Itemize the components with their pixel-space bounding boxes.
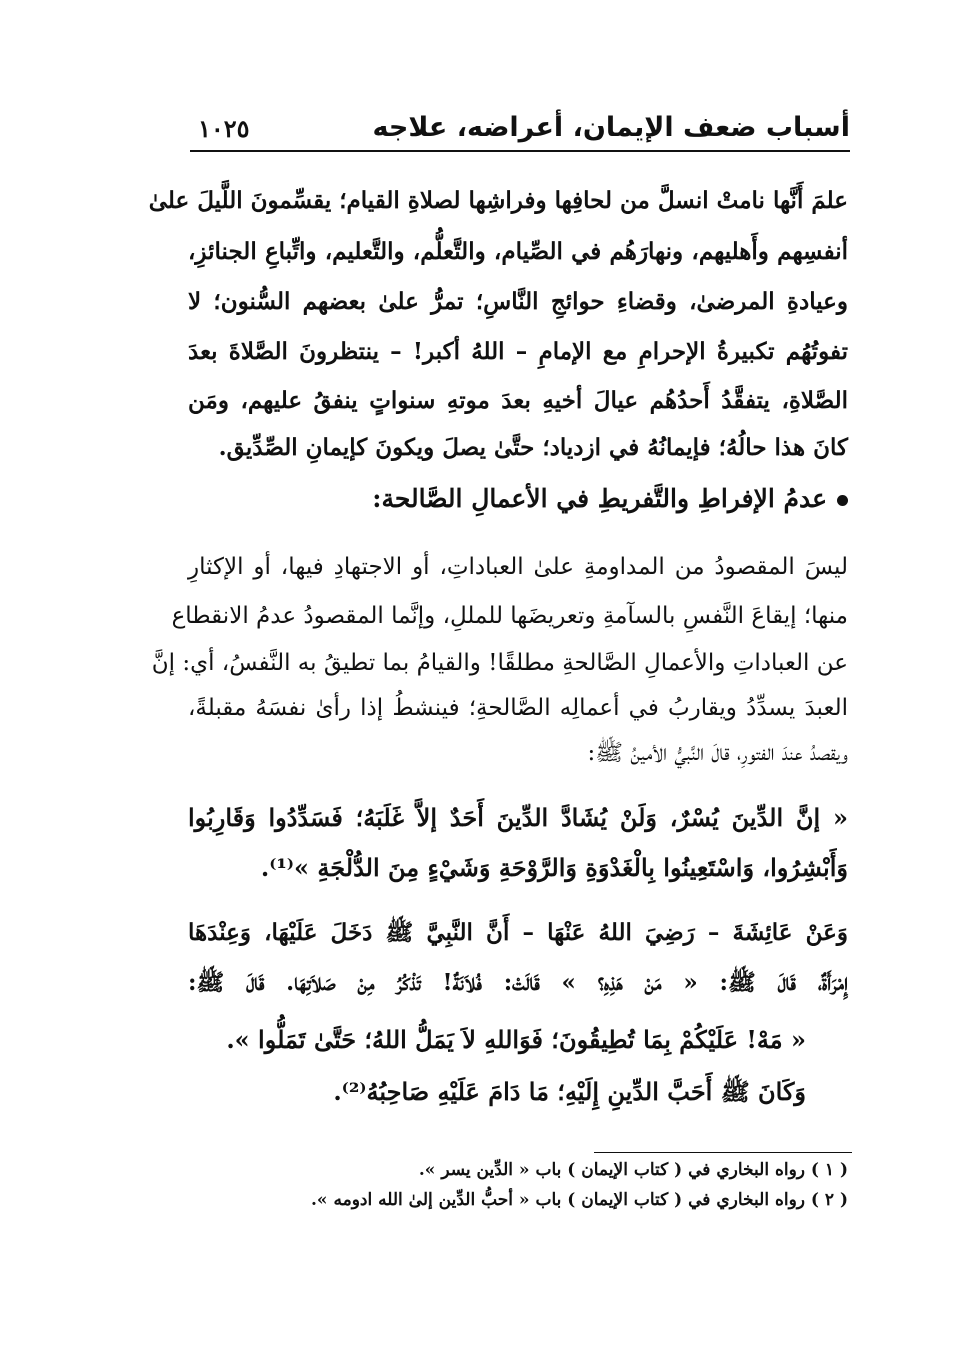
footnote: ( ٢ ) رواه البخاري في ( كتاب الإيمان ) باب « أحبُّ الدِّين إلىٰ الله ادومه ».	[311, 1190, 848, 1210]
page-number: ١٠٢٥	[198, 114, 250, 143]
running-header	[190, 110, 850, 150]
paragraph3-line: وَعَنْ عَائِشَةَ – رَضِيَ اللهُ عَنْهَا – أَنَّ النَّبِيَّ ﷺ دَخَلَ عَلَيْهَا، وَعِنْدَهَا	[188, 919, 848, 946]
paragraph2-line: عن العباداتِ والأعمالِ الصَّالحةِ مطلقًا! والقيامُ بما تطيقُ به النَّفسُ، أي: إنَّ	[151, 650, 848, 676]
paragraph2-line: ويقصدُ عندَ الفتورِ، قالَ النَّبيُّ الأمينُ ﷺ:	[587, 740, 848, 766]
section-heading	[372, 484, 848, 513]
paragraph2-line: منها؛ إيقاعَ النَّفسِ بالسآمةِ وتعريضَها للمللِ، وإنَّما المقصودُ عدمُ الانقطاع	[171, 603, 848, 629]
hadith1-line: « إنَّ الدِّينَ يُسْرٌ، وَلَنْ يُشَادَّ الدِّينَ أَحَدٌ إلاَّ غَلَبَهُ؛ فَسَدِّدُوا وَقَارِبُوا	[188, 803, 848, 832]
footnote-rule	[594, 1152, 852, 1153]
paragraph1-line: الصَّلاةِ، يتفقَّدُ أَحدُهُم عيالَ أخيهِ بعدَ موتهِ سنواتٍ ينفقُ عليهم، ومَن	[188, 387, 848, 414]
paragraph1-line: علمَ أَنَّها نامتْ انسلَّ من لحافِها وفراشِها لصلاةِ القيام؛ يقسِّمونَ اللَّيلَ علىٰ	[148, 187, 848, 214]
closing-line: وَكَانَ ﷺ أَحَبَّ الدِّينِ إِلَيْهِ؛ مَا دَامَ عَلَيْهِ صَاحِبُهُ⁽²⁾.	[333, 1077, 806, 1106]
bullet-icon	[837, 495, 848, 506]
paragraph3-line: إِمْرَأَةٌ، قَالَ ﷺ: « مَنْ هَذِهِ؟ » قَالَتْ: فُلاَنَةٌ! تَذْكُرُ مِنْ صَلاَتِهَا. قَالَ ﷺ:	[188, 969, 848, 996]
header-rule	[190, 150, 850, 152]
header-title: أسباب ضعف الإيمان، أعراضه، علاجه	[372, 112, 850, 143]
hadith2-line: « مَهْ! عَلَيْكُمْ بِمَا تُطِيقُونَ؛ فَوَاللهِ لاَ يَمَلُّ اللهُ؛ حَتَّىٰ تَمَلُّوا ».	[226, 1025, 806, 1054]
paragraph1-line: وعيادةِ المرضىٰ، وقضاءِ حوائجِ النَّاسِ؛ تمرُّ علىٰ بعضهم السُّنون؛ لا	[188, 288, 848, 315]
paragraph1-line: أنفسِهم وأَهليهم، ونهارَهُم في الصِّيام، والتَّعلُّم، والتَّعليم، واتِّباعِ الجنائزِ،	[188, 238, 848, 265]
paragraph1-line: تفوتُهُم تكبيرةُ الإحرامِ مع الإمامِ – اللهُ أكبر! – ينتظرونَ الصَّلاةَ بعدَ	[188, 338, 848, 365]
hadith1-line: وَأَبْشِرُوا، وَاسْتَعِينُوا بِالْغَدْوَةِ وَالرَّوْحَةِ وَشَيْءٍ مِنَ الدُّلْجَةِ »⁽¹⁾.	[260, 853, 848, 882]
footnote: ( ١ ) رواه البخاري في ( كتاب الإيمان ) باب « الدِّين يسر ».	[418, 1160, 848, 1180]
section-heading-text: عدمُ الإفراطِ والتَّفريطِ في الأعمالِ الصَّالحة:	[372, 484, 827, 513]
paragraph1-line: كانَ هذا حالُهُ؛ فإيمانُهُ في ازدياد؛ حتَّىٰ يصلَ ويكونَ كإيمانِ الصِّدِّيق.	[218, 434, 848, 461]
paragraph2-line: العبدَ يسدِّدُ ويقاربُ في أعمالِه الصَّالحةِ؛ فينشطُ إذا رأىٰ نفسَهُ مقبلةً،	[188, 695, 848, 721]
paragraph2-line: ليسَ المقصودُ من المداومةِ علىٰ العباداتِ، أو الاجتهادِ فيها، أو الإكثارِ	[188, 554, 848, 580]
